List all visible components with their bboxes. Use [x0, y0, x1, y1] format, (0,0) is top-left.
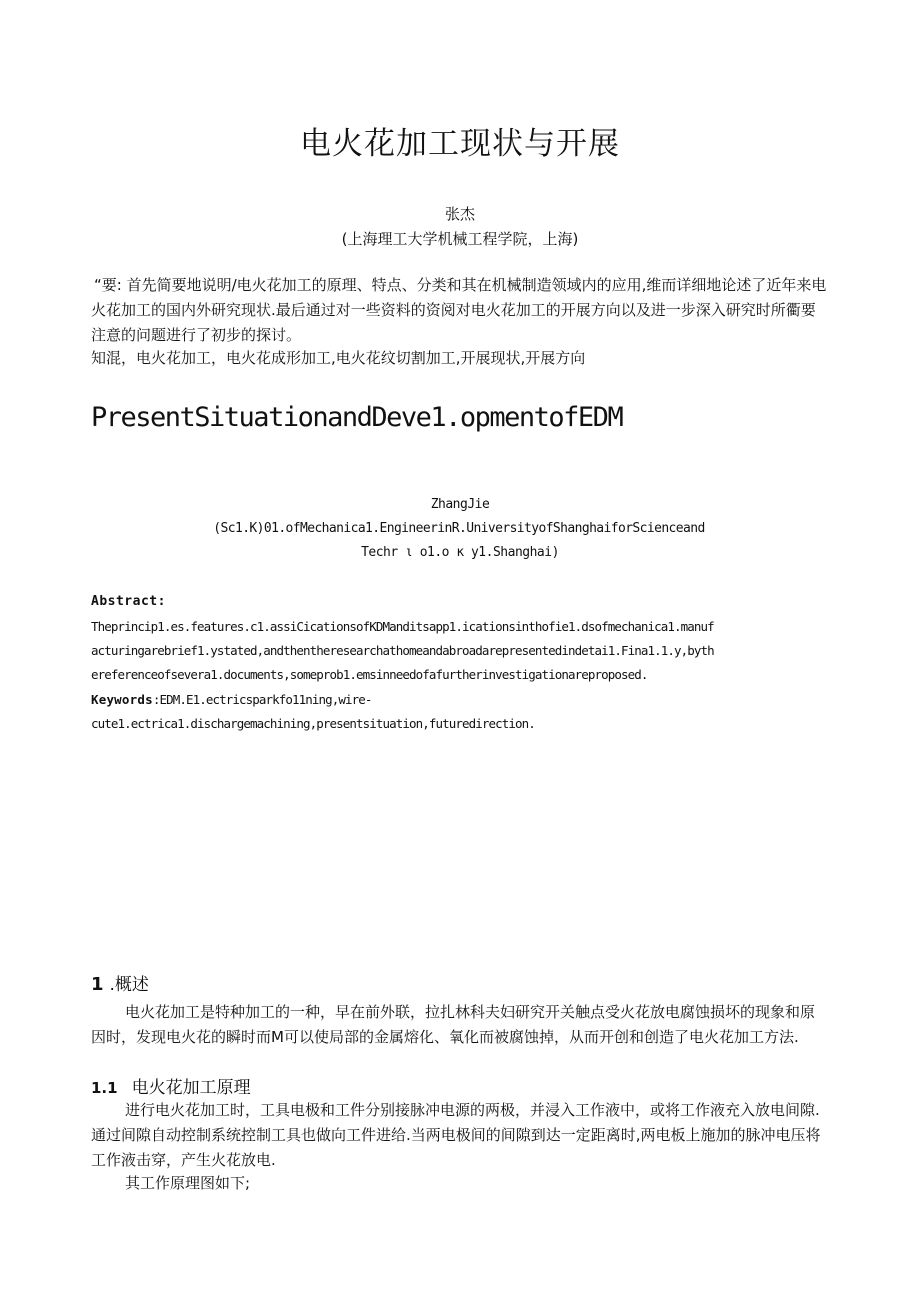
chinese-affiliation: (上海理工大学机械工程学院，上海)	[341, 230, 579, 248]
section-1-paragraph: 电火花加工是特种加工的一种，早在前外联，拉扎林科夫妇研究开关触点受火花放电腐蚀损坏的现象和原因时，发现电火花的瞬时而M可以使局部的金属熔化、氧化而被腐蚀掉，从而开创和创造了电火花加工方法.	[91, 1003, 816, 1046]
english-keywords	[91, 692, 371, 707]
section-title: .概述	[109, 975, 149, 995]
chinese-keywords: 知混，电火花加工，电火花成形加工,电火花纹切割加工,开展现状,开展方向	[91, 349, 586, 367]
section-1-1-heading	[91, 1073, 251, 1098]
english-abstract-label: Abstract:	[91, 594, 166, 609]
english-author: ZhangJie	[430, 497, 490, 512]
english-abstract-line: Theprincip1.es.features.c1.assiCicationsofKDManditsapp1.icationsinthofie1.dsofmechanica1.manuf	[91, 619, 714, 634]
english-affiliation-line-2: Techr ι o1.o κ y1.Shanghai)	[361, 545, 559, 560]
section-1-1-paragraph: 进行电火花加工时，工具电极和工件分别接脉冲电源的两极，并浸入工作液中，或将工作液充入放电间隙.通过间隙自动控制系统控制工具也做向工件进给.当两电极间的间隙到达一定距离时,两电板上施加的脉冲电压将工作液击穿，产生火花放电.	[91, 1101, 821, 1169]
english-abstract-line: ereferenceofsevera1.documents,someprob1.emsinneedofafurtherinvestigationareproposed.	[91, 667, 648, 682]
english-affiliation-line-1: (Sc1.K)01.ofMechanica1.EngineerinR.UniversityofShanghaiforScienceand	[213, 521, 705, 536]
section-number: 1	[91, 974, 104, 995]
english-abstract-line: acturingarebrief1.ystated,andthentheresearchathomeandabroadarepresentedindetai1.Fina1.1.y,byth	[91, 643, 714, 658]
english-title: PresentSituationandDeve1.opmentofEDM	[91, 402, 623, 433]
english-keywords-label: Keywords	[91, 692, 153, 707]
chinese-title: 电火花加工现状与开展	[300, 126, 620, 162]
english-keywords-line-2: cute1.ectrica1.dischargemachining,presentsituation,futuredirection.	[91, 716, 535, 731]
section-1-1-paragraph-2: 其工作原理图如下;	[125, 1174, 251, 1192]
section-title: 电火花加工原理	[131, 1078, 251, 1098]
section-1-heading	[91, 970, 149, 995]
section-number: 1.1	[91, 1079, 118, 1097]
chinese-abstract: “要: 首先简要地说明/电火花加工的原理、特点、分类和其在机械制造领域内的应用,维而详细地论述了近年来电火花加工的国内外研究现状.最后通过对一些资料的资阅对电火花加工的开展方向以及进一步深入研究时所衢要注意的问题进行了初步的探讨。	[91, 276, 827, 344]
english-keywords-line-1: :EDM.E1.ectricsparkfo11ning,wire-	[152, 692, 372, 707]
chinese-author: 张杰	[444, 205, 475, 223]
